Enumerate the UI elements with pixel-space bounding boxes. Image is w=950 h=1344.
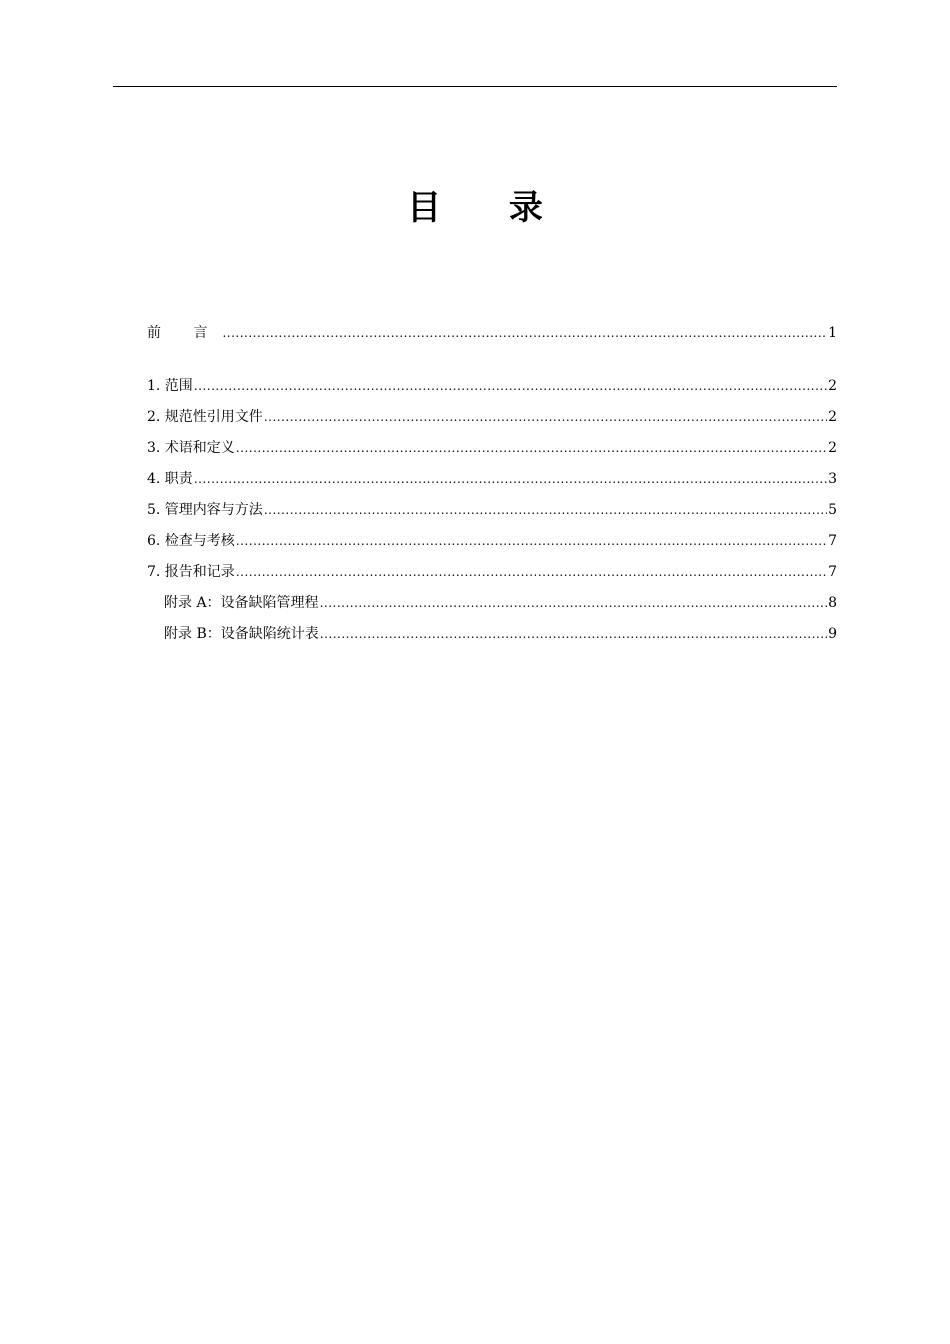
toc-entry-label: 附录 A：设备缺陷管理程 <box>164 595 319 611</box>
toc-entry-label: 前 言 <box>147 325 222 341</box>
toc-entry-label: 6. 检查与考核 <box>147 533 235 549</box>
toc-entry-label: 3. 术语和定义 <box>147 440 235 456</box>
toc-page-number: 7 <box>828 564 837 580</box>
toc-entry-management-content[interactable] <box>147 499 837 530</box>
toc-page-number: 2 <box>828 378 837 394</box>
toc-entry-label: 4. 职责 <box>147 471 193 487</box>
toc-page-number: 9 <box>828 626 837 642</box>
toc-dot-leader <box>236 561 827 583</box>
page-title: 目 录 <box>407 188 571 228</box>
toc-dot-leader <box>320 623 827 645</box>
toc-dot-leader <box>236 530 827 552</box>
toc-dot-leader <box>222 322 827 344</box>
toc-page-number: 2 <box>828 440 837 456</box>
toc-entry-responsibilities[interactable] <box>147 468 837 499</box>
toc-page-number: 5 <box>828 502 837 518</box>
toc-entry-label: 附录 B：设备缺陷统计表 <box>164 626 319 642</box>
toc-entry-scope[interactable] <box>147 375 837 406</box>
toc-entry-inspection-assessment[interactable] <box>147 530 837 561</box>
toc-page-number: 1 <box>828 325 837 341</box>
toc-page-number: 2 <box>828 409 837 425</box>
toc-entry-label: 2. 规范性引用文件 <box>147 409 263 425</box>
toc-dot-leader <box>236 437 827 459</box>
toc-entry-normative-references[interactable] <box>147 406 837 437</box>
header-rule <box>113 86 837 87</box>
toc-dot-leader <box>264 406 827 428</box>
toc-dot-leader <box>194 375 827 397</box>
toc-page-number: 3 <box>828 471 837 487</box>
toc-entry-reports-records[interactable] <box>147 561 837 592</box>
toc-entry-appendix-b[interactable] <box>147 623 837 654</box>
toc-entry-preface[interactable] <box>147 322 837 353</box>
toc-entry-label: 5. 管理内容与方法 <box>147 502 263 518</box>
table-of-contents <box>147 322 837 654</box>
toc-entry-label: 7. 报告和记录 <box>147 564 235 580</box>
toc-entry-label: 1. 范围 <box>147 378 193 394</box>
toc-entry-terms-definitions[interactable] <box>147 437 837 468</box>
toc-page-number: 7 <box>828 533 837 549</box>
toc-page-number: 8 <box>828 595 837 611</box>
toc-dot-leader <box>320 592 828 614</box>
toc-entry-appendix-a[interactable] <box>147 592 837 623</box>
toc-dot-leader <box>264 499 827 521</box>
toc-dot-leader <box>194 468 827 490</box>
